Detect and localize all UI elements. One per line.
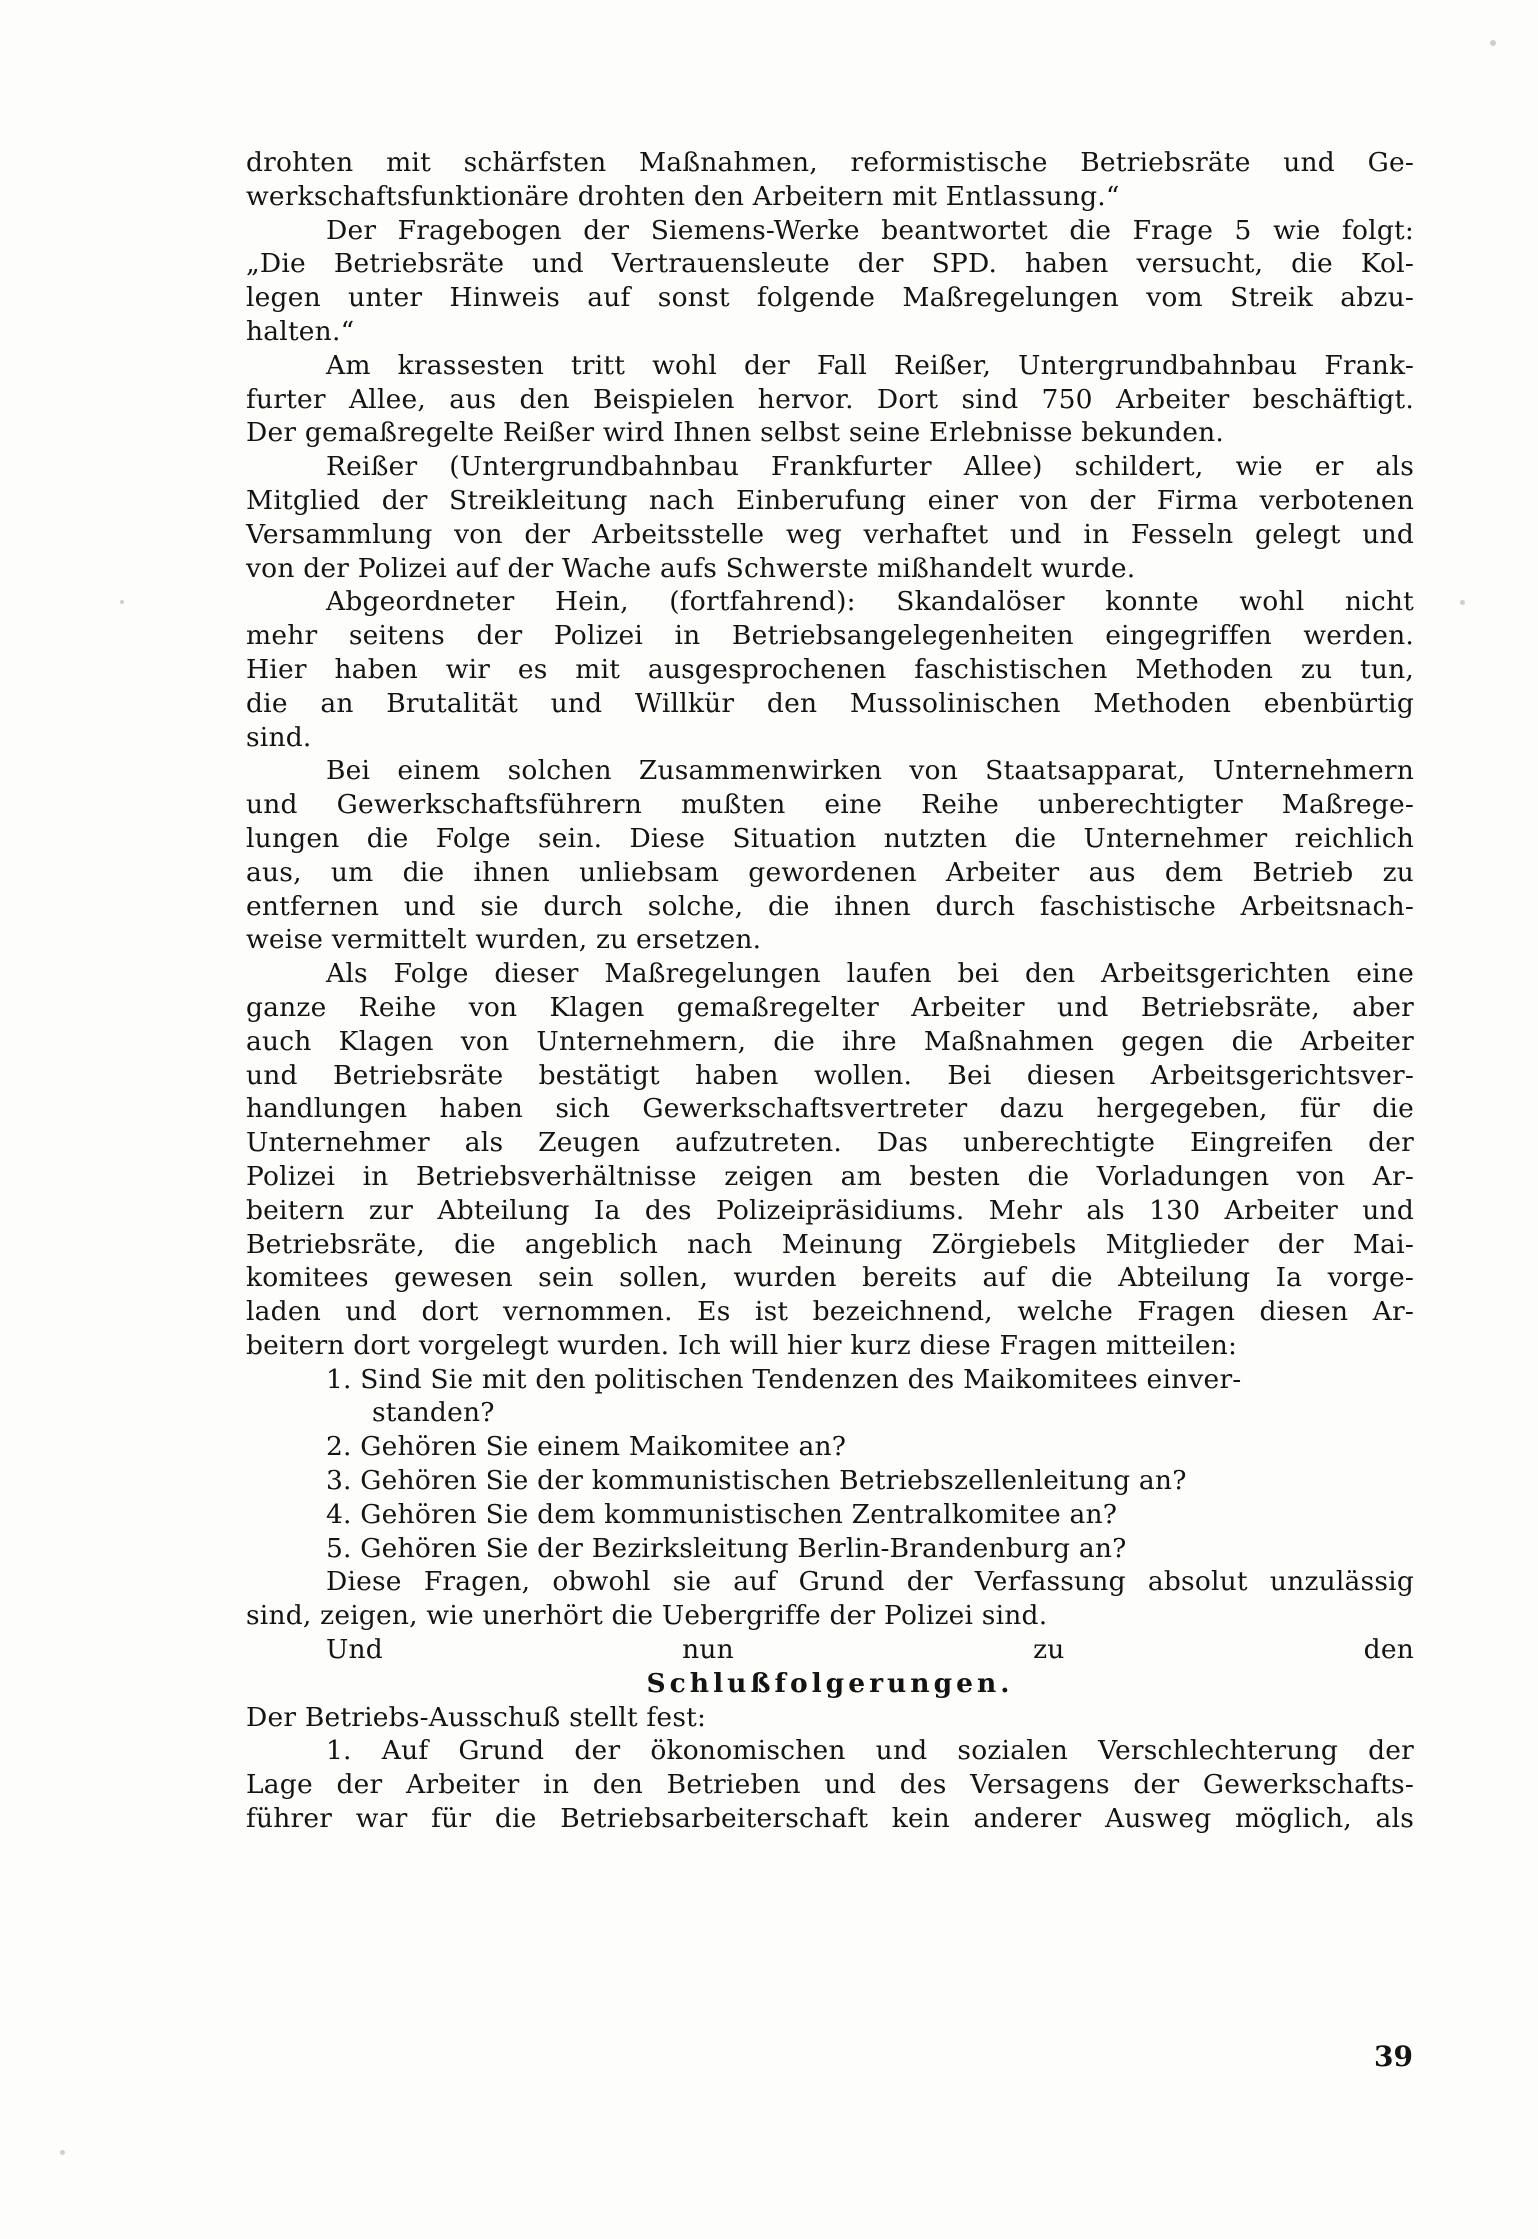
text-line: die an Brutalität und Willkür den Mussolinischen Methoden ebenbürtig — [246, 687, 1414, 719]
text-line: auch Klagen von Unternehmern, die ihre Maßnahmen gegen die Arbeiter — [246, 1025, 1414, 1057]
text-line: Betriebsräte, die angeblich nach Meinung Zörgiebels Mitglieder der Mai- — [246, 1228, 1414, 1260]
text-line: lungen die Folge sein. Diese Situation nutzten die Unternehmer reichlich — [246, 822, 1414, 854]
text-line: halten.“ — [246, 315, 355, 347]
scan-speck — [1490, 40, 1496, 46]
text-line: legen unter Hinweis auf sonst folgende Maßregelungen vom Streik abzu- — [246, 282, 1414, 314]
text-line: Hier haben wir es mit ausgesprochenen faschistischen Methoden zu tun, — [246, 653, 1414, 685]
text-line: Abgeordneter Hein, (fortfahrend): Skandalöser konnte wohl nicht — [326, 586, 1414, 618]
text-line: werkschaftsfunktionäre drohten den Arbeitern mit Entlassung.“ — [246, 180, 1120, 212]
text-line: 5. Gehören Sie der Bezirksleitung Berlin-Brandenburg an? — [326, 1532, 1127, 1564]
text-line: komitees gewesen sein sollen, wurden bereits auf die Abteilung Ia vorge- — [246, 1262, 1414, 1294]
text-line: handlungen haben sich Gewerkschaftsvertreter dazu hergegeben, für die — [246, 1093, 1414, 1125]
scan-speck — [120, 600, 124, 604]
text-line: 2. Gehören Sie einem Maikomitee an? — [326, 1431, 847, 1463]
text-line: Diese Fragen, obwohl sie auf Grund der Verfassung absolut unzulässig — [326, 1566, 1414, 1598]
text-line: führer war für die Betriebsarbeiterschaft kein anderer Ausweg möglich, als — [246, 1803, 1414, 1835]
text-line: mehr seitens der Polizei in Betriebsangelegenheiten eingegriffen werden. — [246, 620, 1414, 652]
text-line: standen? — [372, 1397, 495, 1429]
text-line: sind. — [246, 721, 312, 753]
text-line: ganze Reihe von Klagen gemaßregelter Arbeiter und Betriebsräte, aber — [246, 991, 1414, 1023]
text-line: 1. Auf Grund der ökonomischen und sozialen Verschlechterung der — [326, 1735, 1414, 1767]
text-line: von der Polizei auf der Wache aufs Schwerste mißhandelt wurde. — [246, 552, 1136, 584]
text-line: „Die Betriebsräte und Vertrauensleute der SPD. haben versucht, die Kol- — [246, 248, 1414, 280]
text-line: Lage der Arbeiter in den Betrieben und des Versagens der Gewerkschafts- — [246, 1769, 1414, 1801]
page-number: 39 — [1374, 2040, 1413, 2073]
text-line: beitern dort vorgelegt wurden. Ich will hier kurz diese Fragen mitteilen: — [246, 1329, 1238, 1361]
text-line: laden und dort vernommen. Es ist bezeichnend, welche Fragen diesen Ar- — [246, 1296, 1414, 1328]
text-line: 4. Gehören Sie dem kommunistischen Zentralkomitee an? — [326, 1498, 1118, 1530]
text-line: entfernen und sie durch solche, die ihnen durch faschistische Arbeitsnach- — [246, 890, 1414, 922]
text-line: furter Allee, aus den Beispielen hervor. Dort sind 750 Arbeiter beschäftigt. — [246, 383, 1414, 415]
text-line: Versammlung von der Arbeitsstelle weg verhaftet und in Fesseln gelegt und — [246, 518, 1414, 550]
text-line: Der Fragebogen der Siemens-Werke beantwortet die Frage 5 wie folgt: — [326, 214, 1414, 246]
text-line: Als Folge dieser Maßregelungen laufen bei den Arbeitsgerichten eine — [326, 958, 1414, 990]
body-text — [246, 146, 1414, 1836]
text-line: Der gemaßregelte Reißer wird Ihnen selbst seine Erlebnisse bekunden. — [246, 417, 1224, 449]
text-line: beitern zur Abteilung Ia des Polizeipräsidiums. Mehr als 130 Arbeiter und — [246, 1194, 1414, 1226]
text-line: aus, um die ihnen unliebsam gewordenen Arbeiter aus dem Betrieb zu — [246, 856, 1414, 888]
text-line: Unternehmer als Zeugen aufzutreten. Das unberechtigte Eingreifen der — [246, 1127, 1414, 1159]
text-line: Polizei in Betriebsverhältnisse zeigen am besten die Vorladungen von Ar- — [246, 1160, 1414, 1192]
text-line: Der Betriebs-Ausschuß stellt fest: — [246, 1701, 707, 1733]
text-line: Bei einem solchen Zusammenwirken von Staatsapparat, Unternehmern — [326, 755, 1414, 787]
text-line: weise vermittelt wurden, zu ersetzen. — [246, 924, 762, 956]
text-line: Und nun zu den — [326, 1634, 1414, 1666]
text-line: 1. Sind Sie mit den politischen Tendenzen des Maikomitees einver- — [326, 1363, 1242, 1395]
text-line: Am krassesten tritt wohl der Fall Reißer, Untergrundbahnbau Frank- — [326, 349, 1414, 381]
text-line: und Betriebsräte bestätigt haben wollen. Bei diesen Arbeitsgerichtsver- — [246, 1059, 1414, 1091]
scan-speck — [60, 2150, 65, 2155]
text-line: sind, zeigen, wie unerhört die Uebergriffe der Polizei sind. — [246, 1600, 1048, 1632]
text-line: Reißer (Untergrundbahnbau Frankfurter Allee) schildert, wie er als — [326, 451, 1414, 483]
text-line: und Gewerkschaftsführern mußten eine Reihe unberechtigter Maßrege- — [246, 789, 1414, 821]
text-line: 3. Gehören Sie der kommunistischen Betriebszellenleitung an? — [326, 1465, 1187, 1497]
text-line: drohten mit schärfsten Maßnahmen, reformistische Betriebsräte und Ge- — [246, 147, 1414, 178]
text-line: Schlußfolgerungen. — [646, 1667, 1014, 1699]
scan-speck — [1460, 600, 1465, 605]
text-line: Mitglied der Streikleitung nach Einberufung einer von der Firma verbotenen — [246, 484, 1414, 516]
